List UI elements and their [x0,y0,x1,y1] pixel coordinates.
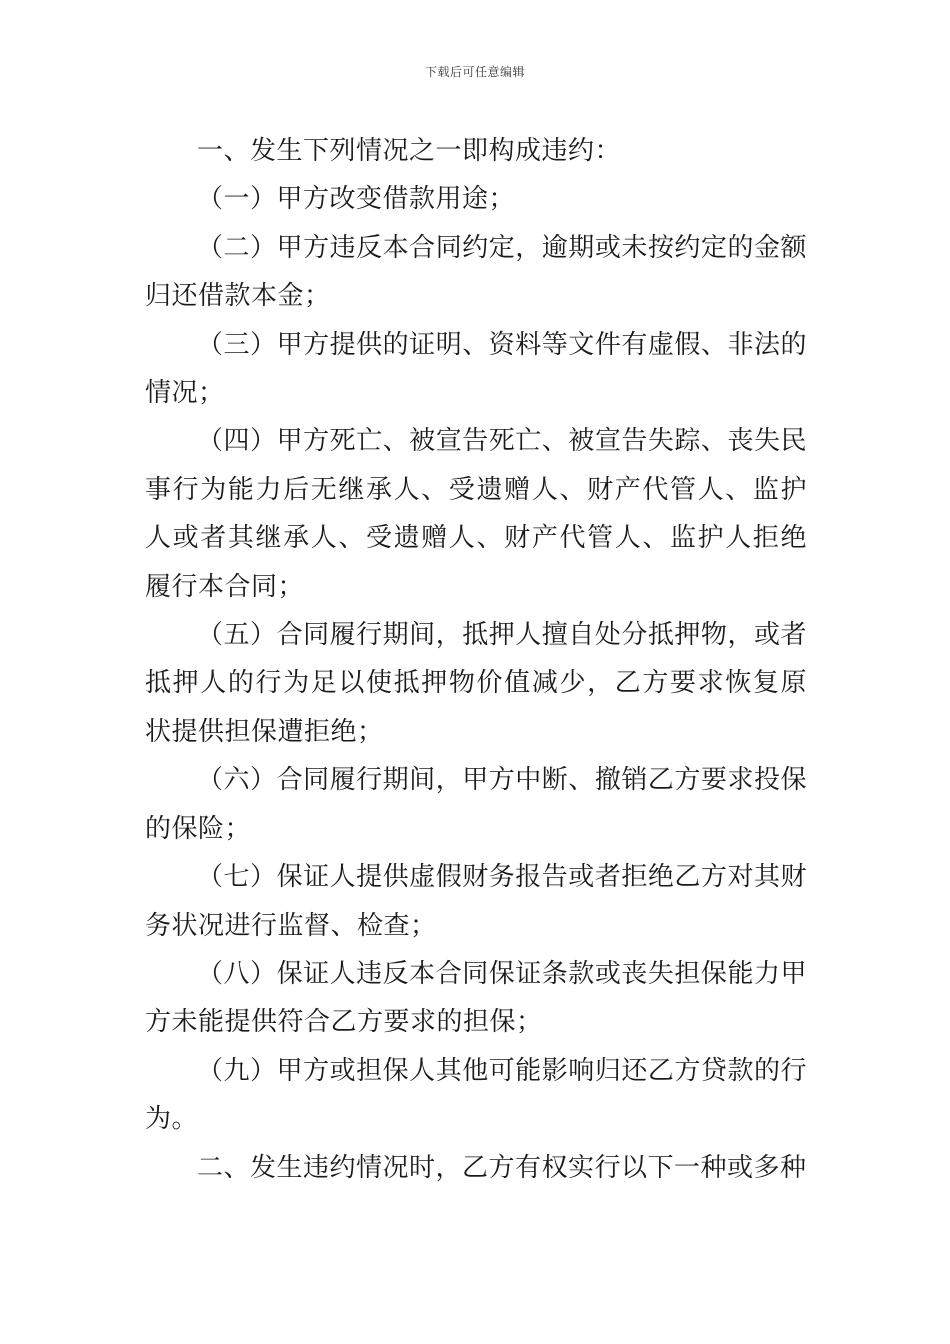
paragraph-8: （七）保证人提供虚假财务报告或者拒绝乙方对其财务状况进行监督、检查； [145,862,807,941]
paragraph-2: （一）甲方改变借款用途； [197,184,516,215]
paragraph-11: 二、发生违约情况时，乙方有权实行以下一种或多种 [197,1152,807,1183]
paragraph-7: （六）合同履行期间，甲方中断、撤销乙方要求投保的保险； [145,765,807,844]
paragraph-10: （九）甲方或担保人其他可能影响归还乙方贷款的行为。 [145,1055,807,1135]
paragraph-4: （三）甲方提供的证明、资料等文件有虚假、非法的情况； [145,329,807,409]
paragraph-3: （二）甲方违反本合同约定，逾期或未按约定的金额归还借款本金； [145,232,807,312]
paragraph-9: （八）保证人违反本合同保证条款或丧失担保能力甲方未能提供符合乙方要求的担保； [145,958,807,1038]
document-body [145,127,807,1192]
paragraph-1: 一、发生下列情况之一即构成违约： [197,136,622,166]
page-header: 下载后可任意编辑 [424,65,525,79]
paragraph-5: （四）甲方死亡、被宣告死亡、被宣告失踪、丧失民事行为能力后无继承人、受遗赠人、财产代管人、监护人或者其继承人、受遗赠人、财产代管人、监护人拒绝履行本合同； [145,426,807,602]
paragraph-6: （五）合同履行期间，抵押人擅自处分抵押物，或者抵押人的行为足以使抵押物价值减少，乙方要求恢复原状提供担保遭拒绝； [145,620,807,747]
